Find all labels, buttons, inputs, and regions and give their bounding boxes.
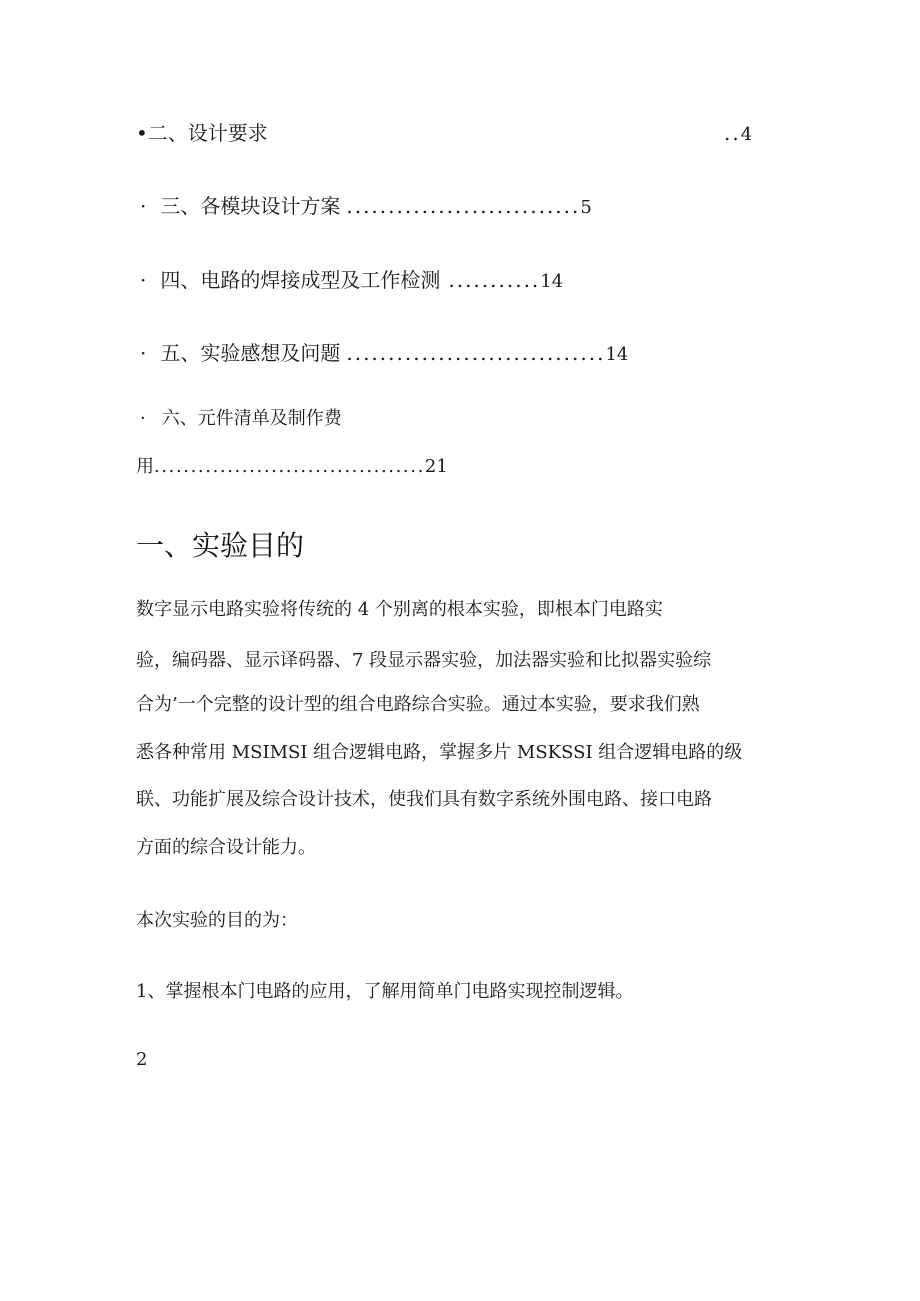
toc-title: 三、各模块设计方案 [160,194,341,218]
toc-item-components-cont[interactable] [136,454,448,480]
toc-item-welding[interactable] [140,266,563,296]
toc-bullet: · [140,268,147,292]
toc-item-design-requirements-page[interactable] [724,119,752,149]
paragraph-line: 验，编码器、显示译码器、7 段显示器实验，加法器实验和比拟器实验综 [136,650,712,671]
toc-leader-dots: .. [724,121,741,145]
paragraph-line: 方面的综合设计能力。 [136,837,316,858]
toc-title: 五、实验感想及问题 [160,341,341,365]
paragraph-line: 悉各种常用 MSIMSI 组合逻辑电路，掌握多片 MSKSSI 组合逻辑电路的级 [136,742,743,763]
toc-item-module-design[interactable] [140,192,592,222]
paragraph-line: 数字显示电路实验将传统的 4 个别离的根本实验，即根本门电路实 [136,599,663,620]
toc-item-reflections[interactable] [140,339,628,369]
paragraph-line: 合为’一个完整的设计型的组合电路综合实验。通过本实验，要求我们熟 [136,694,700,715]
paragraph-line: 联、功能扩展及综合设计技术，使我们具有数字系统外围电路、接口电路 [136,789,712,810]
toc-page-number: 14 [540,271,564,292]
toc-bullet: · [140,408,146,429]
toc-item-design-requirements[interactable] [136,119,268,147]
toc-page-number: 14 [605,344,629,365]
page-number: 2 [136,1049,148,1070]
toc-title: 四、电路的焊接成型及工作检测 [160,268,441,292]
toc-page-number: 4 [740,124,753,145]
toc-title-continued: 用 [136,456,154,477]
section-heading: 一、实验目的 [136,529,305,562]
toc-leader-dots: ............................... [346,341,606,365]
toc-leader-dots: ..................................... [154,456,425,477]
toc-leader-dots: ............................ [346,194,581,218]
toc-title: 二、设计要求 [147,121,268,145]
purpose-item-1: 1、掌握根本门电路的应用，了解用简单门电路实现控制逻辑。 [136,981,634,1002]
toc-page-number: 21 [424,456,448,477]
paragraph-purpose-intro: 本次实验的目的为： [136,910,298,931]
toc-item-components[interactable] [140,406,342,432]
toc-bullet: • [136,121,148,145]
toc-bullet: · [140,341,147,365]
toc-bullet: · [140,194,147,218]
toc-leader-dots: ........... [448,268,541,292]
toc-title: 六、元件清单及制作费 [161,408,342,429]
toc-page-number: 5 [580,197,592,218]
